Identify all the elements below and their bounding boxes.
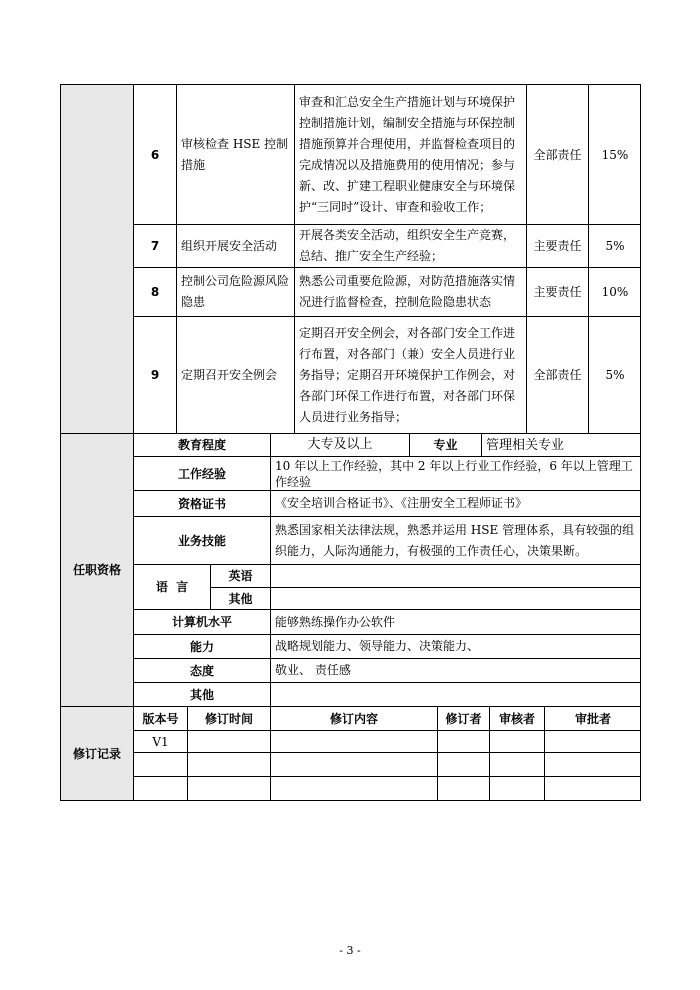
language-english-value [271, 565, 641, 587]
duty-number: 8 [150, 285, 160, 299]
attitude-value: 敬业、 责任感 [275, 663, 351, 677]
section-qualification: 任职资格 [72, 563, 121, 577]
computer-label: 计算机水平 [171, 615, 232, 629]
revision-approver-value [545, 731, 641, 752]
duty-content: 开展各类安全活动，组织安全生产竞赛，总结、推广安全生产经验； [299, 228, 516, 263]
duty-number: 9 [150, 368, 160, 382]
duty-name: 定期召开安全例会 [181, 367, 278, 382]
revision-version-value: V1 [152, 734, 169, 749]
computer-value: 能够熟练操作办公软件 [275, 614, 396, 629]
language-other-label: 其他 [228, 591, 253, 606]
duty-responsibility: 主要责任 [533, 239, 582, 253]
education-label: 教育程度 [177, 438, 226, 452]
skill-label: 业务技能 [177, 533, 226, 548]
duty-content: 熟悉公司重要危险源，对防范措施落实情况进行监督检查，控制危险隐患状态 [299, 274, 516, 309]
duty-weight: 5% [605, 239, 625, 253]
language-label: 语 言 [155, 580, 189, 594]
revision-header-date: 修订时间 [204, 711, 253, 726]
language-other-value [271, 588, 641, 609]
education-value: 大专及以上 [307, 437, 373, 452]
duty-content: 审查和汇总安全生产措施计划与环境保护控制措施计划，编制安全措施与环保控制措施预算并合理使用，并监督检查项目的完成情况以及措施费用的使用情况；参与新、改、扩建工程职业健康安全与环境保护“三同时”设计、审查和验收工作； [299, 94, 516, 214]
revision-content-value [271, 731, 437, 752]
revision-header-reviser: 修订者 [445, 711, 482, 726]
major-value: 管理相关专业 [486, 437, 565, 453]
major-label: 专业 [433, 438, 458, 452]
duty-responsibility: 主要责任 [533, 285, 582, 299]
revision-header-reviewer: 审核者 [498, 711, 535, 726]
revision-header-approver: 审批者 [574, 711, 611, 726]
language-english-label: 英语 [228, 569, 253, 583]
certificate-label: 资格证书 [177, 496, 226, 511]
other-label: 其他 [189, 687, 214, 702]
duty-responsibility: 全部责任 [533, 368, 582, 382]
revision-reviser-value [438, 731, 489, 752]
section-revision: 修订记录 [72, 746, 121, 761]
revision-reviewer-value [490, 731, 544, 752]
duty-content: 定期召开安全例会，对各部门安全工作进行布置，对各部门（兼）安全人员进行业务指导；定期召开环境保护工作例会，对各部门环保工作进行布置，对各部门环保人员进行业务指导； [299, 325, 516, 424]
duty-number: 7 [150, 239, 160, 253]
duty-name: 控制公司危险源风险隐患 [181, 274, 290, 309]
duty-weight: 10% [601, 285, 629, 299]
experience-label: 工作经验 [177, 466, 226, 481]
duty-name: 组织开展安全活动 [181, 238, 278, 253]
revision-date-value [188, 731, 270, 752]
skill-value: 熟悉国家相关法律法规，熟悉并运用 HSE 管理体系，具有较强的组织能力，人际沟通能力，有极强的工作责任心，决策果断。 [275, 522, 635, 558]
revision-header-version: 版本号 [142, 711, 179, 726]
ability-label: 能力 [189, 639, 214, 654]
duty-number: 6 [150, 147, 160, 162]
experience-value: 10 年以上工作经验，其中 2 年以上行业工作经验，6 年以上管理工作经验 [275, 458, 633, 489]
ability-value: 战略规划能力、领导能力、决策能力、 [275, 639, 480, 653]
attitude-label: 态度 [189, 663, 214, 678]
duty-weight: 5% [605, 368, 625, 382]
duty-responsibility: 全部责任 [533, 147, 582, 162]
duty-weight: 15% [601, 147, 629, 162]
revision-header-content: 修订内容 [329, 711, 378, 726]
other-value [271, 683, 641, 706]
page-number: - 3 - [339, 944, 361, 957]
duty-name: 审核检查 HSE 控制措施 [181, 136, 289, 172]
certificate-value: 《安全培训合格证书》、《注册安全工程师证书》 [275, 496, 528, 510]
